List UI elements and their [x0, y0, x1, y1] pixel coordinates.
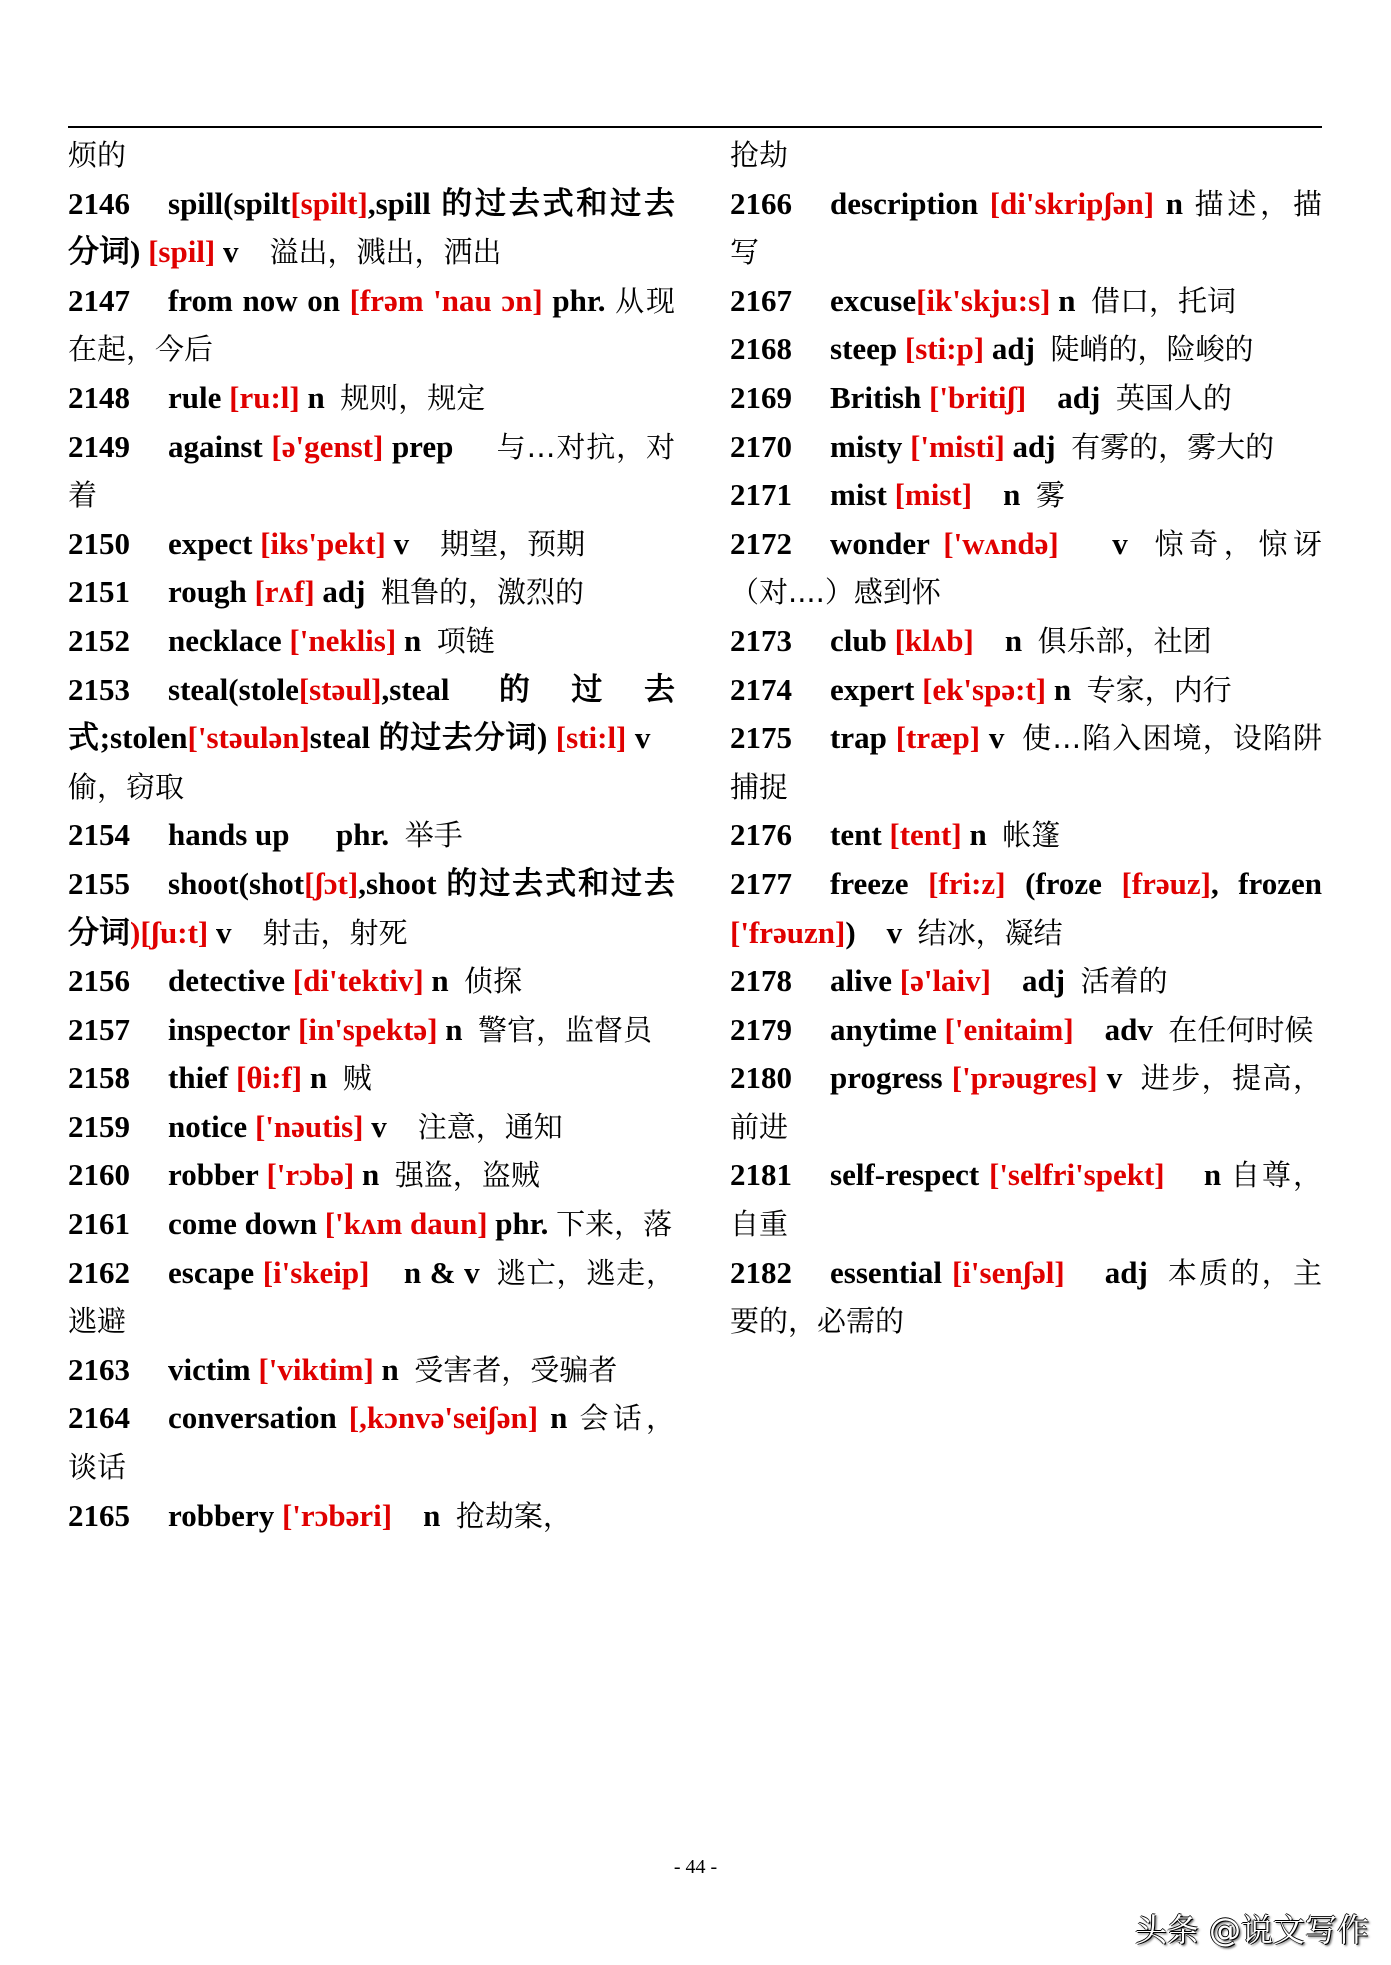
vocab-entry-2157: 2157 inspector [in'spektə] n 警官，监督员 — [68, 1011, 653, 1047]
vocab-entry-2169: 2169 British ['britiʃ] adj 英国人的 — [730, 379, 1232, 415]
continuation-text: 烦的 — [68, 138, 127, 172]
vocab-entry-2147: 2147 from now on [frəm 'nau ɔn] phr. 从现在起，今后 — [68, 282, 676, 367]
vocab-entry-2168: 2168 steep [sti:p] adj 陡峭的，险峻的 — [730, 331, 1254, 367]
vocab-entry-2150: 2150 expect [iks'pekt] v 期望，预期 — [68, 525, 586, 561]
page-number: - 44 - — [673, 1856, 718, 1878]
vocab-entry-2170: 2170 misty ['misti] adj 有雾的，雾大的 — [730, 428, 1275, 464]
vocab-entry-2161: 2161 come down ['kʌm daun] phr. 下来，落 — [68, 1206, 673, 1242]
vocab-entry-2175: 2175 trap [træp] v 使…陷入困境，设陷阱捕捉 — [730, 720, 1323, 804]
vocab-entry-2159: 2159 notice ['nəutis] v 注意，通知 — [68, 1108, 563, 1144]
vocab-entry-2158: 2158 thief [θi:f] n 贼 — [68, 1060, 372, 1096]
vocab-entry-2173: 2173 club [klʌb] n 俱乐部，社团 — [730, 622, 1212, 658]
vocab-entry-2182: 2182 essential [i'senʃəl] adj 本质的，主要的，必需的 — [730, 1254, 1323, 1339]
vocab-entry-2165: 2165 robbery ['rɔbəri] n 抢劫案， — [68, 1497, 572, 1533]
vocab-entry-2176: 2176 tent [tent] n 帐篷 — [730, 817, 1061, 853]
entry-phonetic: [spilt] — [290, 185, 368, 221]
vocab-entry-2148: 2148 rule [ru:l] n 规则，规定 — [68, 379, 486, 415]
vocab-entry-2146: 2146 spill(spilt[spilt],spill 的过去式和过去分词) [spil] v 溢出，溅出，洒出 — [68, 185, 675, 270]
vocab-entry-2171: 2171 mist [mist] n 雾 — [730, 477, 1065, 513]
vocab-entry-2178: 2178 alive [ə'laiv] adj 活着的 — [730, 963, 1168, 999]
header-rule — [68, 126, 1322, 128]
vocab-entry-2167: 2167 excuse[ik'skju:s] n 借口，托词 — [730, 282, 1236, 318]
vocab-entry-2163: 2163 victim ['viktim] n 受害者，受骗者 — [68, 1351, 618, 1387]
watermark: 头条 @说文写作 — [1134, 1911, 1369, 1949]
vocab-entry-2174: 2174 expert [ek'spə:t] n 专家，内行 — [730, 671, 1232, 707]
right-column — [730, 131, 1322, 1346]
vocab-entry-2162: 2162 escape [i'skeip] n & v 逃亡，逃走，逃避 — [68, 1254, 675, 1339]
vocab-entry-2154: 2154 hands up phr. 举手 — [68, 817, 463, 853]
vocab-entry-2179: 2179 anytime ['enitaim] adv 在任何时候 — [730, 1011, 1314, 1047]
vocab-entry-2149: 2149 against [ə'genst] prep 与…对抗，对着 — [68, 428, 676, 513]
vocab-entry-2180: 2180 progress ['prəugres] v 进步，提高，前进 — [730, 1060, 1323, 1144]
vocab-entry-2172: 2172 wonder ['wʌndə] v 惊奇，惊讶（对....）感到怀 — [730, 525, 1322, 610]
vocab-entry-2164: 2164 conversation [,kɔnvə'seiʃən] n 会话，谈话 — [68, 1400, 675, 1485]
vocab-entry-2155: 2155 shoot(shot[ʃɔt],shoot 的过去式和过去分词)[ʃu:t] v 射击，射死 — [68, 865, 675, 950]
vocab-entry-2160: 2160 robber ['rɔbə] n 强盗，盗贼 — [68, 1157, 540, 1193]
vocab-entry-2151: 2151 rough [rʌf] adj 粗鲁的，激烈的 — [68, 574, 585, 610]
vocab-entry-2156: 2156 detective [di'tektiv] n 侦探 — [68, 963, 523, 999]
entry-meaning: 溢出，溅出，洒出 — [269, 235, 502, 270]
entry-pos: v — [223, 234, 239, 270]
vocab-entry-2177: 2177 freeze [fri:z] (froze [frəuz], frozen ['frəuzn]) v 结冰，凝结 — [730, 865, 1323, 950]
vocab-entry-2181: 2181 self-respect ['selfri'spekt] n 自尊，自重 — [730, 1157, 1323, 1242]
vocab-entry-2166: 2166 description [di'skripʃən] n 描述，描写 — [730, 185, 1322, 270]
vocab-entry-2153: 2153 steal(stole[stəul],steal 的过去式;stolen['stəulən]steal 的过去分词) [sti:l] v 偷，窃取 — [68, 671, 675, 804]
continuation-text: 抢劫 — [730, 138, 789, 172]
vocab-entry-2152: 2152 necklace ['neklis] n 项链 — [68, 622, 495, 658]
entry-word: spill(spilt — [168, 185, 291, 221]
left-column — [68, 131, 675, 1540]
entry-number: 2146 — [68, 185, 130, 221]
